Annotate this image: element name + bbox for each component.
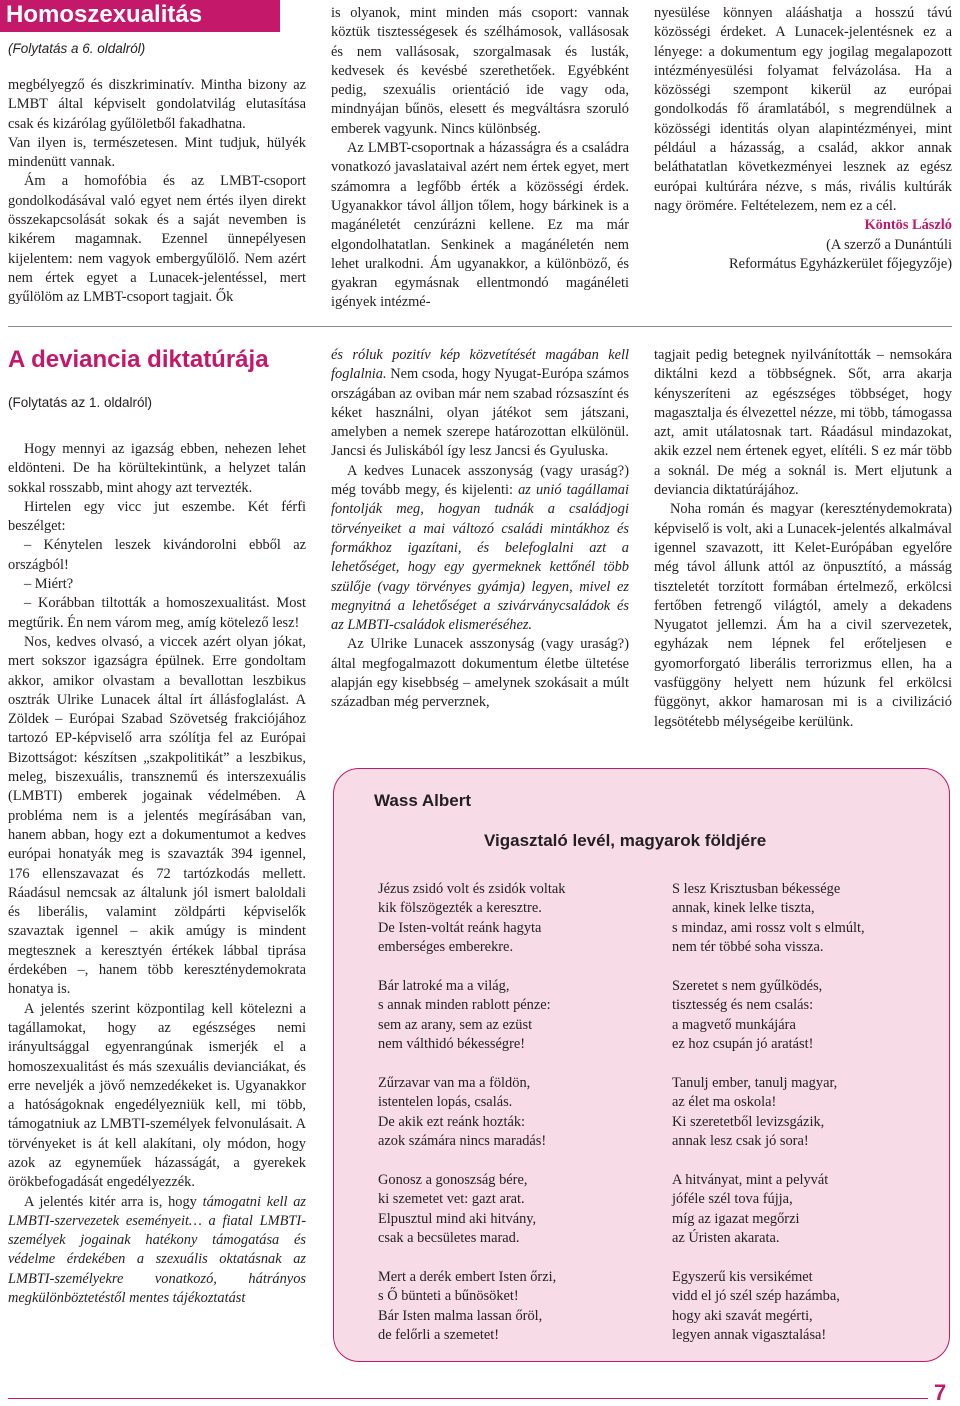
author-name: Köntös László [864,217,952,234]
article1-column-1 [8,76,306,308]
article2-column-2 [331,346,629,713]
article2-paragraph: A jelentés szerint központilag kell kötelezni a tagállamokat, hogy az egészséges nemi irányultsággal egyenrangúnak ismerjék el a homoszexualitást és más szexuális devianciákat, és erre neveljék a jövő nemzedékeket is. Ugyanakkor a hatóságoknak engedélyezniük kell, mi több, támogatniuk az LMBTI-személyek felvonulásait. A törvényeket is át kell alakítani, oly módon, hogy azok az egyneműek házasságát, a gyerekek örökbefogadását engedélyezzék. [8,1000,307,1191]
poem-stanza: Szeretet s nem gyűlködés, tisztesség és nem csalás: a magvető munkájára ez hoz csupán jó aratást! [672,978,823,1053]
article1-column-3 [654,4,952,274]
poem-stanza: Mert a derék embert Isten őrzi, s Ő bünteti a bűnösöket! Bár Isten malma lassan őröl, de felőrli a szemetet! [378,1269,557,1344]
poem-left-column [378,880,638,1365]
article2-column-1 [8,440,306,1308]
article2-column-3 [654,346,952,732]
author-role: (A szerző a Dunántúli [826,236,952,253]
poem-stanza: Tanulj ember, tanulj magyar, az élet ma oskola! Ki szeretetből levizsgázik, annak lesz csak jó sora! [672,1075,838,1150]
poem-stanza: Zűrzavar van ma a földön, istentelen lopás, csalás. De akik ezt reánk hozták: azok számára nincs maradás! [378,1075,547,1150]
poem-box [333,768,950,1362]
article1-author-signature [654,216,952,274]
article2-paragraph: – Miért? [24,576,74,593]
article2-paragraph: Noha román és magyar (kereszténydemokrata) képviselő is volt, aki a Lunacek-jelentés alkalmával igennel szavazott, itt Kelet-Európában egyelőre még távol állunk attól az önpusztító, a másság tiszteletét torzított formában értelmező, erkölcsi fertőben fetrengő világtól, amely a dekadens Nyugatot jellemzi. Ám ha a civil szervezetek, egyházak nem lépnek fel erőteljesen e gyomorforgató liberális terrorizmus ellen, ha a vasfüggöny helyett nem húzunk fel erkölcsi függönyt, akkor hamarosan mi is a civilizáció legsötétebb mélységeibe kerülünk. [654,501,952,730]
poem-right-column [672,880,942,1365]
poem-stanza: Jézus zsidó volt és zsidók voltak kik fölszögezték a keresztre. De Isten-voltát reánk hagyta emberséges emberekre. [378,881,566,956]
article2-paragraph: Az Ulrike Lunacek asszonyság (vagy uraság?) által megfogalmazott dokumentum életbe ültetése alapján egy kisebbség – amelynek szokásait a múlt században még perverznek, [331,636,629,711]
article2-paragraph: A jelentés kitér arra is, hogy támogatni kell az LMBTI-szervezetek eseményeit… a fiatal LMBTI-személyek jogainak hatékony támogatása és védelme érdekében a szexuális oktatásnak az LMBTI-személyekre vonatkozó, hátrányos megkülönböztetéstől mentes tájékoztatást [8,1193,306,1307]
article1-paragraph: Ám a homofóbia és az LMBT-csoport gondolkodásával való egyet nem értés ilyen direkt összekapcsolását sokak és a saját nevemben is kikérem magamnak. Ezennel ünnepélyesen kijelentem: nem vagyok embergyűlölő. Nem azért nem értek egyet a Lunacek-jelentéssel, mert gyűlölöm az LMBT-csoport tagjait. Ők [8,173,306,306]
article1-paragraph: megbélyegző és diszkriminatív. Mintha bizony az LMBT által képviselt gondolatvilág elutasítása csak és kizárólag gyűlöletből fakadhatna. [8,77,306,132]
article2-paragraph: és róluk pozitív kép közvetítését magában kell foglalnia. Nem csoda, hogy Nyugat-Európa számos országában az oviban már nem szabad rózsaszínt és kéket használni, olyan játékot sem játszani, amelyben a nemek szerepe határozottan elkülönül. Jancsi és Juliskából így lesz Jancsi és Gyuluska. [331,347,629,460]
article2-paragraph: tagjait pedig betegnek nyilvánították – nemsokára diktálni kezd a többségnek. Sőt, arra akarja kényszeríteni az egészséges többséget, hogy magasztalja és élvezettel nézze, mi több, támogassa azt, amit utálatosnak tart. Ráadásul mindazokat, akik ezzel nem értenek egyet, elítéli. S ez már több a soknál. De még a soknál is. Mert eljutunk a deviancia diktatúrájához. [654,347,952,499]
article1-paragraph: Van ilyen is, természetesen. Mint tudjuk, hülyék mindenütt vannak. [8,134,306,171]
poem-title: Vigasztaló levél, magyarok földjére [484,831,767,850]
author-role: Református Egyházkerület főjegyzője) [729,255,952,272]
poem-author: Wass Albert [374,791,471,810]
poem-stanza: A hitványat, mint a pelyvát jóféle szél tova fújja, míg az igazat megőrzi az Úristen akarata. [672,1172,829,1247]
article2-paragraph: Nos, kedves olvasó, a viccek azért olyan jókat, mert sokszor igazságra épülnek. Erre gondoltam akkor, amikor olvastam a bevallottan leszbikus osztrák Ulrike Lunacek által írt állásfoglalást. A Zöldek – Európai Szabad Szövetség frakciójához tartozó EP-képviselő arra szólítja fel az Európai Bizottságot: készítsen „szakpolitikát” a leszbikus, meleg, biszexuális, transznemű és interszexuális (LMBTI) emberek jogainak védelmében. A probléma nem is a jelentés megírásában van, hanem abban, hogy ezt a dokumentumot a kedves európai honatyák meg is szavazták 394 igennel, 176 ellenszavazat és 72 tartózkodás mellett. Ráadásul nemcsak az általunk jól ismert baloldali és liberális, valamint zöldpárti képviselők szavaztak igennel – akik amúgy is mindent megtesznek a keresztyén értékek lábbal tiprása érdekében –, hanem több kereszténydemokrata honatya is. [8,633,306,998]
article2-paragraph: A kedves Lunacek asszonyság (vagy uraság?) még tovább megy, és kijelenti: az unió tagállamai fontolják meg, hogyan tudnák a családjogi törvényeiket a mai változó családi mintákhoz és formákhoz igazítani, és belefoglalni azt a lehetőséget, hogy egy gyermeknek kettőnél több szülője (vagy törvényes gyámja) legyen, mivel ez megnyitná a lehetőséget a szivárványcsaládok és az LMBTI-családok elismeréséhez. [331,462,630,634]
bottom-rule [8,1398,928,1399]
article2-paragraph: – Korábban tiltották a homoszexualitást. Most megtűrik. Én nem várom meg, amíg kötelező lesz! [8,595,306,631]
article2-continued: (Folytatás az 1. oldalról) [8,395,153,410]
poem-stanza: S lesz Krisztusban békessége annak, kinek lelke tiszta, s mindaz, ami rossz volt s elmúlt, nem tér többé soha vissza. [672,881,865,956]
article2-title: A deviancia diktatúrája [8,346,269,373]
article1-title: Homoszexualitás [6,1,203,28]
poem-stanza: Egyszerű kis versikémet vidd el jó szél szép hazámba, hogy aki szavát megérti, legyen annak vigasztalása! [672,1269,840,1344]
article1-column-2 [331,4,629,313]
article1-continued: (Folytatás a 6. oldalról) [8,41,146,56]
section-divider [8,326,952,327]
article2-paragraph: – Kénytelen leszek kivándorolni ebből az országból! [8,537,306,573]
poem-stanza: Bár latroké ma a világ, s annak minden rablott pénze: sem az arany, sem az ezüst nem válthidó békességre! [378,978,551,1053]
article1-title-band [0,0,280,32]
article2-paragraph: Hogy mennyi az igazság ebben, nehezen lehet eldönteni. De ha körültekintünk, a helyzet talán sokkal rosszabb, mint ahogy azt tervezték. [8,441,306,496]
article1-paragraph: is olyanok, mint minden más csoport: vannak köztük tisztességesek és szélhámosok, vallásosak és nem vallásosak, szorgalmasak és lusták, kedvesek és kevésbé szerethetőek. Egyébként pedig, szexuális orientáció ide vagy oda, mindnyájan bűnös, elesett és megváltásra szoruló emberek vagyunk. Nincs különbség. [331,5,629,137]
article1-paragraph: Az LMBT-csoportnak a házasságra és a családra vonatkozó javaslataival azért nem értek egyet, mert számomra a legfőbb érték a közösségi érdek. Ugyanakkor távol álljon tőlem, hogy bárkinek is a magánéletét cenzúrázni kellene. Ez ma már elgondolhatatlan. Senkinek a magánéletén nem lehet uralkodni. Ám ugyanakkor, a különböző, és gyakran egymásnak ellentmondó magánéleti igények intézmé- [331,140,629,311]
article1-paragraph: nyesülése könnyen alááshatja a hosszú távú közösségi érdeket. A Lunacek-jelentésnek ez a lényege: a dokumentum egy jogilag megalapozott intézményesülési folyamat felvázolása. Ha a közösségi szempont kikerül az európai gondolkodás fő áramlatából, s megrendülnek a közösségi identitás olyan alapintézményei, mint például a házasság, a család, akkor annak beláthatatlan következményei lesznek az egész európai kultúrára nézve, s más, rivális kultúrák nagy örömére. Feltételezem, nem ez a cél. [654,5,953,214]
article2-paragraph: Hirtelen egy vicc jut eszembe. Két férfi beszélget: [8,498,306,535]
poem-stanza: Gonosz a gonoszság bére, ki szemetet vet: gazt arat. Elpusztul mind aki hitvány, csak a becsületes marad. [378,1172,537,1247]
page-number: 7 [934,1380,947,1405]
